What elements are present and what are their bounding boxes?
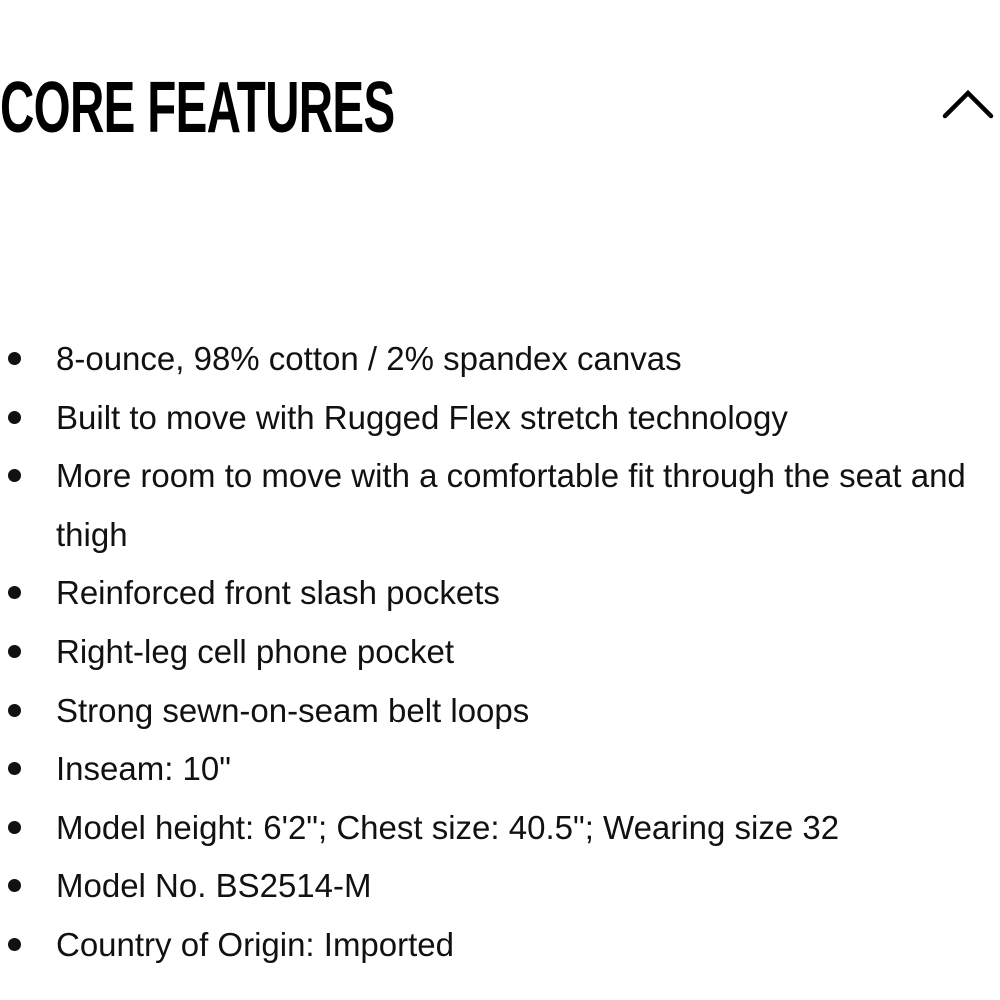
bullet-icon	[8, 645, 21, 658]
features-list	[0, 330, 1000, 975]
bullet-icon	[8, 879, 21, 892]
feature-text: Reinforced front slash pockets	[56, 574, 500, 612]
feature-text: Model No. BS2514-M	[56, 867, 372, 905]
section-title: CORE FEATURES	[0, 68, 395, 148]
feature-item	[0, 740, 976, 799]
feature-item	[0, 447, 976, 564]
bullet-icon	[8, 938, 21, 951]
bullet-icon	[8, 704, 21, 717]
feature-item	[0, 799, 976, 858]
bullet-icon	[8, 469, 21, 482]
bullet-icon	[8, 411, 21, 424]
feature-text: More room to move with a comfortable fit through the seat and thigh	[56, 457, 966, 553]
feature-text: Strong sewn-on-seam belt loops	[56, 691, 530, 729]
feature-text: Built to move with Rugged Flex stretch technology	[56, 398, 788, 436]
feature-text: 8-ounce, 98% cotton / 2% spandex canvas	[56, 340, 682, 377]
feature-item	[0, 389, 976, 448]
feature-item	[0, 682, 976, 741]
feature-item	[0, 564, 976, 623]
feature-text: Right-leg cell phone pocket	[56, 632, 455, 670]
bullet-icon	[8, 762, 21, 775]
bullet-icon	[8, 821, 21, 834]
bullet-icon	[8, 352, 21, 365]
feature-item	[0, 623, 976, 682]
feature-text: Country of Origin: Imported	[56, 925, 454, 963]
feature-text: Model height: 6'2"; Chest size: 40.5"; Wearing size 32	[56, 808, 840, 846]
feature-item	[0, 916, 976, 975]
feature-item	[0, 857, 976, 916]
bullet-icon	[8, 586, 21, 599]
collapse-toggle-button[interactable]	[936, 82, 1000, 126]
core-features-header[interactable]	[0, 70, 1000, 150]
feature-text: Inseam: 10"	[56, 750, 231, 788]
feature-item	[0, 330, 976, 389]
chevron-up-icon	[936, 82, 1000, 126]
